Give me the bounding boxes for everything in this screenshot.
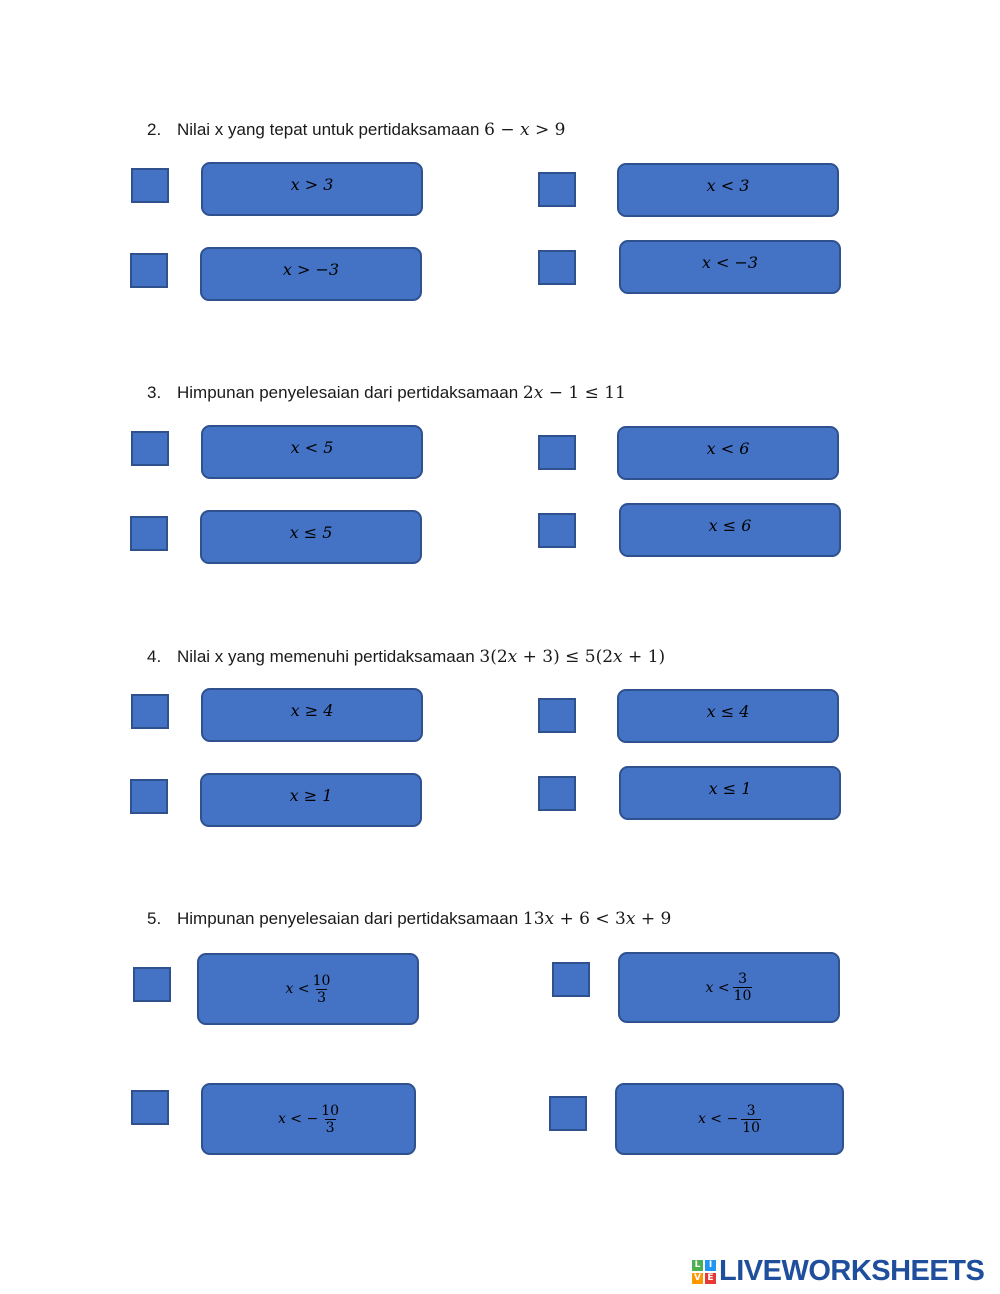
q3-checkbox-a[interactable] [131, 431, 169, 466]
logo-block-e: E [705, 1273, 716, 1284]
q5-option-a[interactable] [197, 953, 419, 1025]
fraction [733, 971, 753, 1004]
question-text: Nilai x yang memenuhi pertidaksamaan [177, 647, 475, 666]
question-4 [147, 647, 665, 667]
question-text: Nilai x yang tepat untuk pertidaksamaan [177, 120, 480, 139]
fraction-numerator: 10 [321, 1102, 340, 1119]
q4-option-b[interactable] [617, 689, 839, 743]
question-3 [147, 383, 626, 403]
q2-checkbox-d[interactable] [538, 250, 576, 285]
q2-checkbox-a[interactable] [131, 168, 169, 203]
option-label: 𝑥 > −3 [282, 260, 340, 279]
logo-block-v: V [692, 1273, 703, 1284]
question-expression: 6 − 𝑥 > 9 [484, 120, 566, 140]
q3-option-c[interactable] [200, 510, 422, 564]
fraction-denominator: 3 [317, 989, 326, 1006]
fraction-expression [698, 1103, 761, 1136]
option-prefix: 𝑥 < − [697, 1111, 739, 1127]
question-text: Himpunan penyelesaian dari pertidaksamaan [177, 909, 519, 928]
q2-option-d[interactable] [619, 240, 841, 294]
fraction-numerator: 3 [738, 971, 747, 987]
q5-checkbox-c[interactable] [131, 1090, 169, 1125]
q3-checkbox-b[interactable] [538, 435, 576, 470]
q4-checkbox-d[interactable] [538, 776, 576, 811]
question-5 [147, 909, 671, 929]
option-label: 𝑥 < 3 [706, 176, 750, 195]
option-label: 𝑥 > 3 [290, 175, 334, 194]
q4-checkbox-a[interactable] [131, 694, 169, 729]
fraction [313, 973, 331, 1006]
question-number: 4. [147, 647, 162, 666]
fraction-denominator: 10 [733, 988, 752, 1004]
q5-option-b[interactable] [618, 952, 840, 1023]
fraction-numerator: 10 [312, 972, 331, 989]
q5-option-c[interactable] [201, 1083, 416, 1155]
q3-option-d[interactable] [619, 503, 841, 557]
question-2 [147, 120, 565, 140]
option-label: 𝑥 ≥ 4 [290, 701, 334, 720]
fraction-numerator: 3 [746, 1102, 756, 1119]
q3-option-b[interactable] [617, 426, 839, 480]
q3-checkbox-d[interactable] [538, 513, 576, 548]
q5-checkbox-b[interactable] [552, 962, 590, 997]
logo-text: LIVEWORKSHEETS [719, 1255, 985, 1287]
q4-option-c[interactable] [200, 773, 422, 827]
question-text: Himpunan penyelesaian dari pertidaksamaan [177, 383, 519, 402]
option-label: 𝑥 < 5 [290, 438, 334, 457]
fraction-expression [286, 973, 331, 1006]
q4-option-d[interactable] [619, 766, 841, 820]
question-expression: 3(2𝑥 + 3) ≤ 5(2𝑥 + 1) [479, 647, 666, 667]
q5-option-d[interactable] [615, 1083, 844, 1155]
fraction [321, 1103, 339, 1136]
question-number: 5. [147, 909, 162, 928]
q2-checkbox-b[interactable] [538, 172, 576, 207]
option-label: 𝑥 ≤ 5 [289, 523, 333, 542]
q2-checkbox-c[interactable] [130, 253, 168, 288]
question-expression: 2𝑥 − 1 ≤ 11 [522, 383, 626, 403]
option-label: 𝑥 < 6 [706, 439, 750, 458]
option-label: 𝑥 ≤ 4 [706, 702, 750, 721]
fraction [741, 1103, 761, 1136]
option-label: 𝑥 ≤ 6 [708, 516, 752, 535]
q4-option-a[interactable] [201, 688, 423, 742]
question-number: 2. [147, 120, 162, 139]
question-expression: 13𝑥 + 6 < 3𝑥 + 9 [522, 909, 672, 929]
logo-block-l: L [692, 1260, 703, 1271]
q3-checkbox-c[interactable] [130, 516, 168, 551]
fraction-denominator: 3 [325, 1119, 335, 1136]
liveworksheets-logo [692, 1255, 984, 1288]
logo-blocks-icon [692, 1260, 716, 1284]
q4-checkbox-c[interactable] [130, 779, 168, 814]
option-prefix: 𝑥 < − [277, 1111, 319, 1127]
q3-option-a[interactable] [201, 425, 423, 479]
q5-checkbox-d[interactable] [549, 1096, 587, 1131]
option-label: 𝑥 < −3 [701, 253, 759, 272]
option-prefix: 𝑥 < [285, 981, 310, 997]
fraction-expression [278, 1103, 339, 1136]
q2-option-c[interactable] [200, 247, 422, 301]
fraction-denominator: 10 [742, 1119, 761, 1136]
q2-option-a[interactable] [201, 162, 423, 216]
option-prefix: 𝑥 < [705, 979, 730, 996]
logo-block-i: I [705, 1260, 716, 1271]
fraction-expression [706, 971, 753, 1004]
q2-option-b[interactable] [617, 163, 839, 217]
q5-checkbox-a[interactable] [133, 967, 171, 1002]
option-label: 𝑥 ≥ 1 [289, 786, 333, 805]
option-label: 𝑥 ≤ 1 [708, 779, 752, 798]
question-number: 3. [147, 383, 162, 402]
q4-checkbox-b[interactable] [538, 698, 576, 733]
